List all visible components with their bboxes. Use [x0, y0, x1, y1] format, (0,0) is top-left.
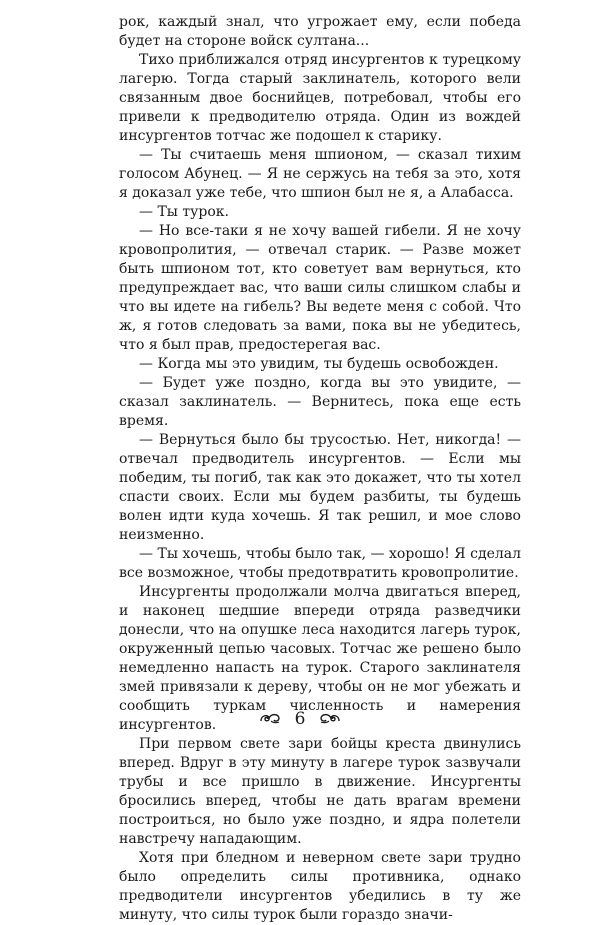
paragraph-5: — Но все-таки я не хочу вашей гибели. Я не хочу кровопролития, — отвечал старик. — Разве может быть шпионом тот, кто советует вам вернуться, кто предупреждает вас, что ваши силы слишком слабы и что вы идете на гибель? Вы ведете меня с собой. Что ж, я готов следовать за вами, пока вы не убедитесь, что я был прав, предостерегая вас.: [119, 223, 521, 353]
paragraph-9: — Ты хочешь, чтобы было так, — хорошо! Я сделал все возможное, чтобы предотвратить кровопролитие.: [119, 546, 521, 581]
paragraph-6: — Когда мы это увидим, ты будешь освобожден.: [139, 356, 499, 372]
paragraph-2: Тихо приближался отряд инсургентов к турецкому лагерю. Тогда старый заклинатель, которого вели связанным двое боснийцев, потребовал, чтобы его привели к предводителю отряда. Один из вождей инсургентов тотчас же подошел к старику.: [119, 52, 521, 144]
page-body: [119, 13, 521, 925]
paragraph-8: — Вернуться было бы трусостью. Нет, никогда! — отвечал предводитель инсургентов. — Если мы победим, ты погиб, так как это докажет, что ты хотел спасти своих. Если мы будем разбиты, ты будешь волен идти куда хочешь. Я так решил, и мое слово неизменно.: [119, 432, 521, 543]
fleuron-right-icon: [319, 711, 341, 725]
paragraph-4: — Ты турок.: [139, 204, 229, 220]
paragraph-3: — Ты считаешь меня шпионом, — сказал тихим голосом Абунец. — Я не сержусь на тебя за это, хотя я доказал уже тебе, что шпион был не я, а Алабасса.: [119, 147, 521, 201]
paragraph-10: Инсургенты продолжали молча двигаться вперед, и наконец шедшие впереди отряда разведчики донесли, что на опушке леса находится лагерь турок, окруженный цепью часовых. Тотчас же решено было немедленно напасть на турок. Старого заклинателя змей привязали к дереву, чтобы он не мог убежать и сообщить туркам численность и намерения инсургентов.: [119, 584, 521, 733]
page-footer: [0, 709, 600, 729]
paragraph-7: — Будет уже поздно, когда вы это увидите, — сказал заклинатель. — Вернитесь, пока еще есть время.: [119, 375, 521, 429]
fleuron-left-icon: [259, 711, 281, 725]
paragraph-1: рок, каждый знал, что угрожает ему, если победа будет на стороне войск султана...: [119, 14, 521, 49]
page-number: 6: [294, 709, 306, 729]
paragraph-11: При первом свете зари бойцы креста двинулись вперед. Вдруг в эту минуту в лагере турок зазвучали трубы и все пришло в движение. Инсургенты бросились вперед, чтобы не дать врагам времени построиться, но было уже поздно, и ядра полетели навстречу нападающим.: [119, 736, 521, 847]
paragraph-12: Хотя при бледном и неверном свете зари трудно было определить силы противника, однако предводители инсургентов убедились в ту же минуту, что силы турок были гораздо значи-: [119, 850, 521, 923]
